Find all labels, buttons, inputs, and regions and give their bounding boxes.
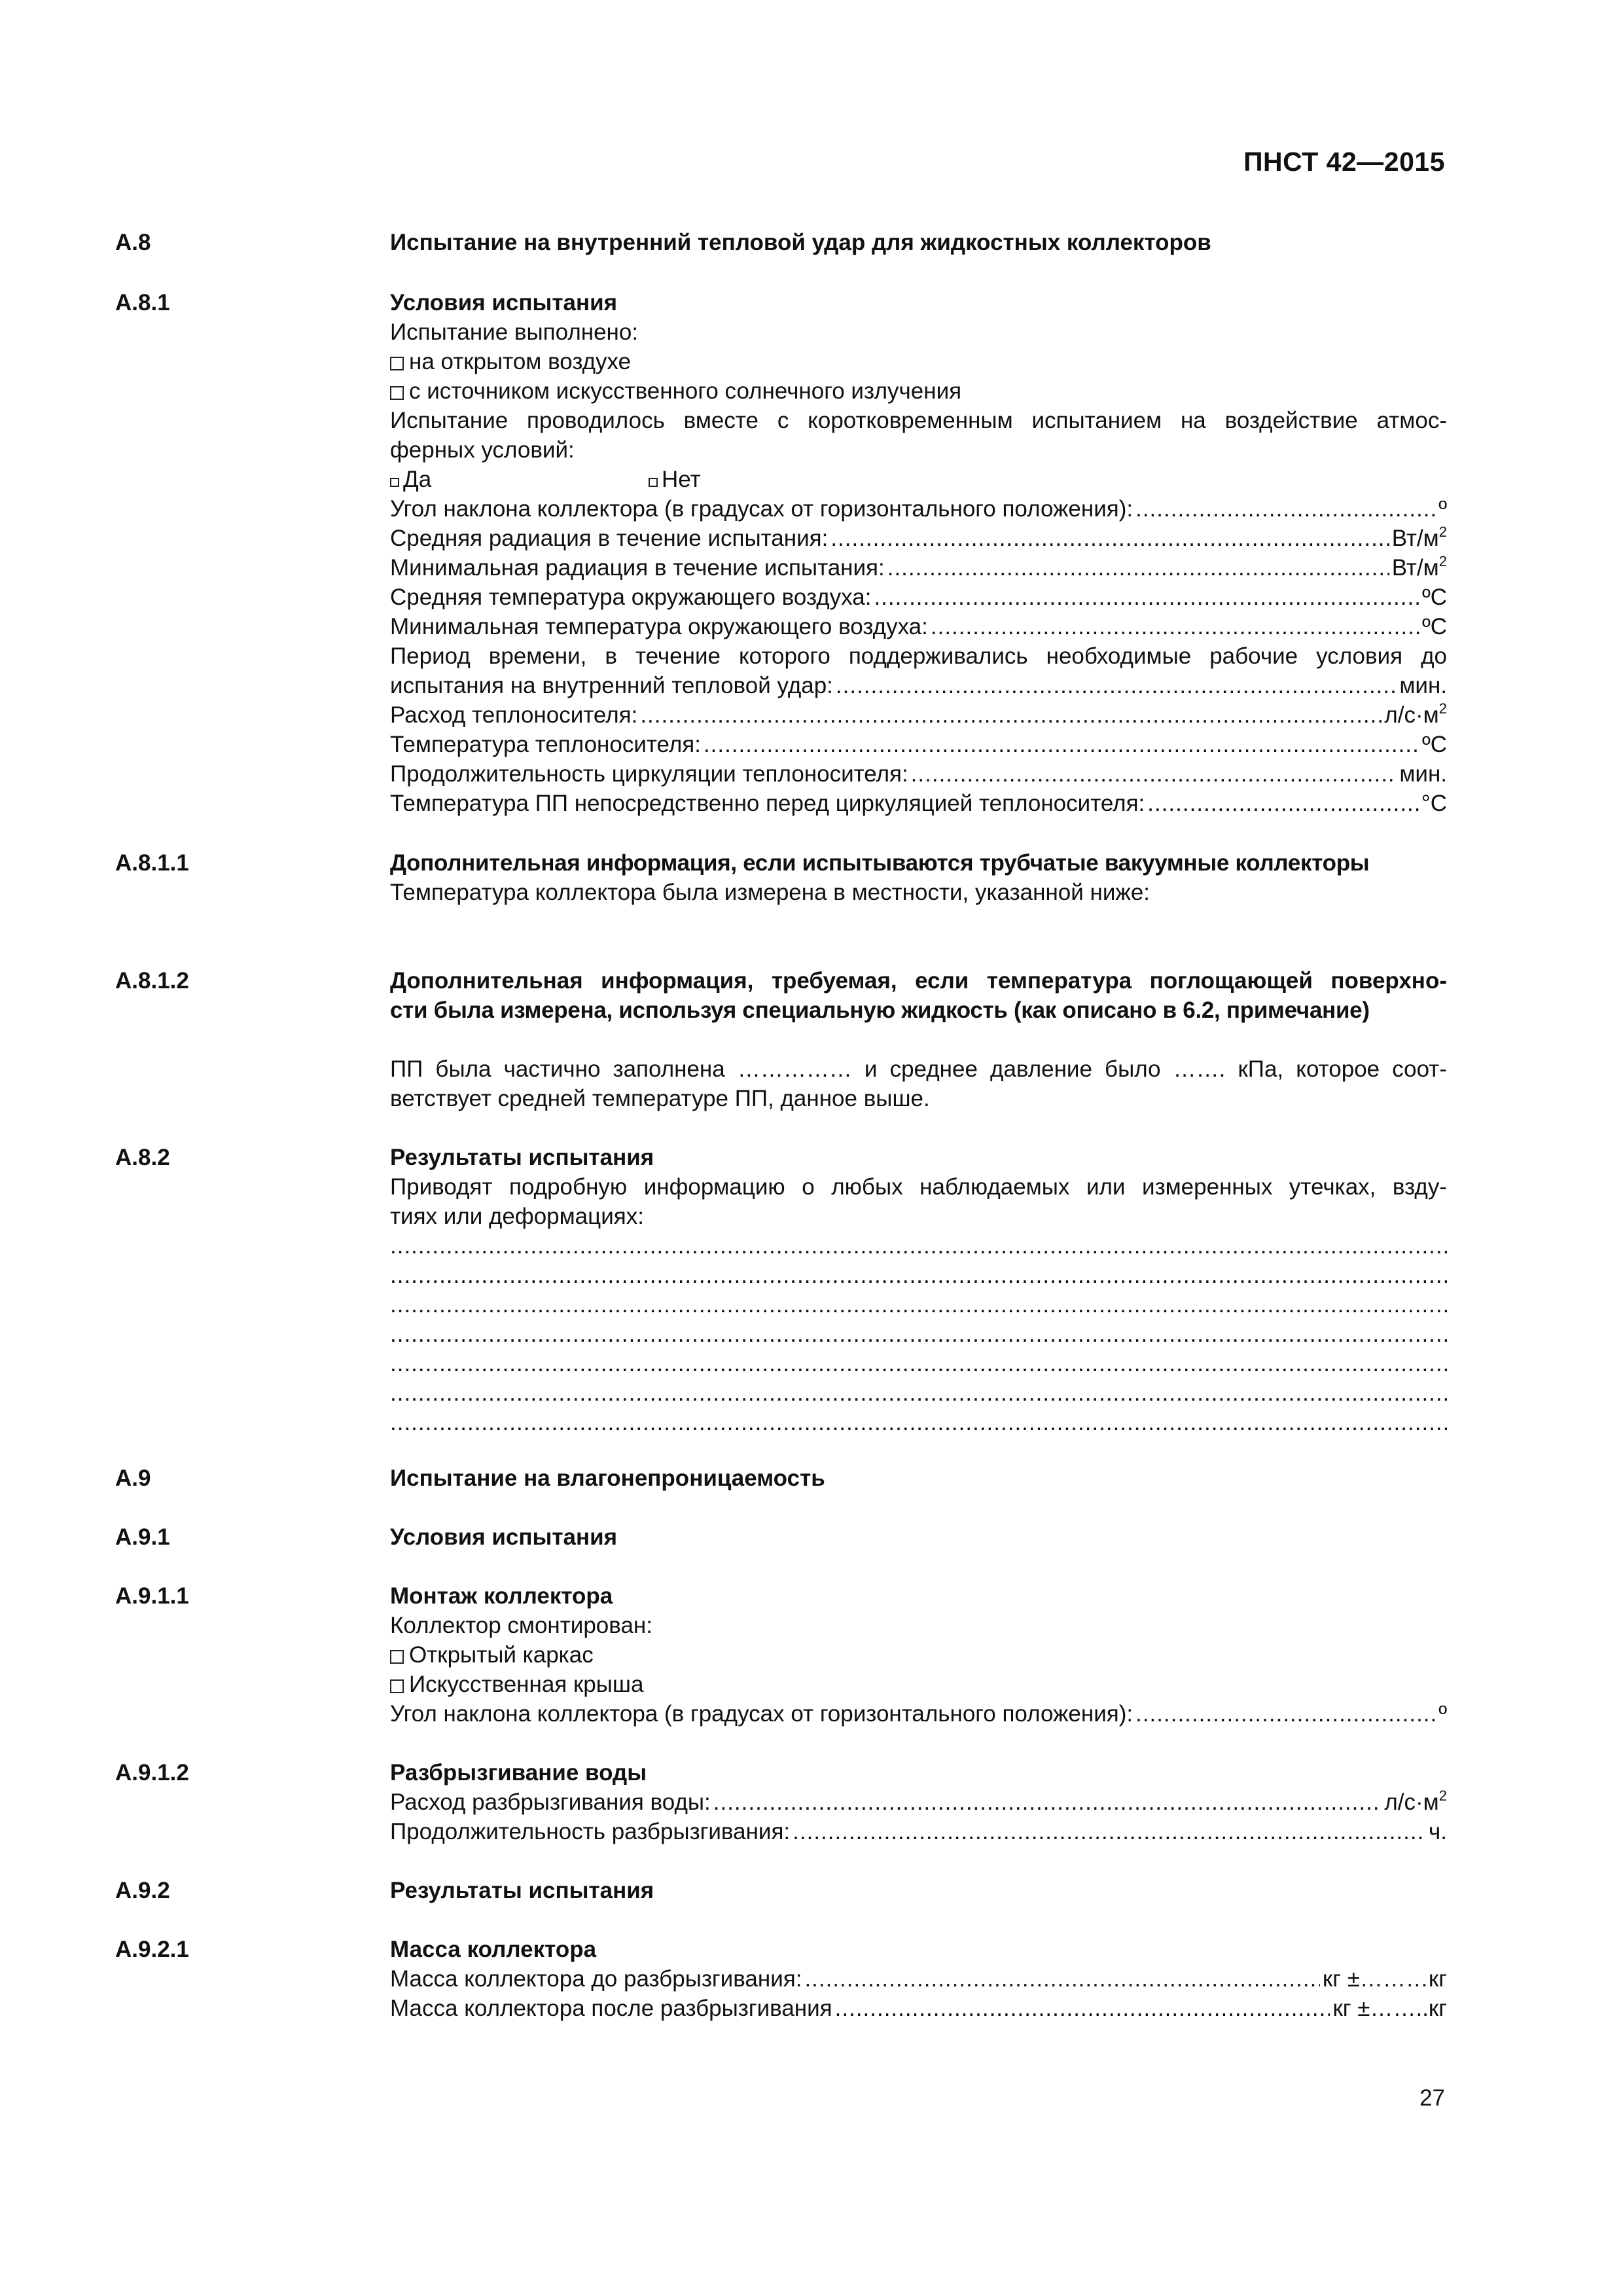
- section-title: Разбрызгивание воды: [390, 1760, 647, 1785]
- section-body: [390, 288, 1447, 818]
- fill-dots: [793, 1817, 1426, 1846]
- field-min-radiation[interactable]: Минимальная радиация в течение испытания: ..... $Вт/м^2$: [390, 553, 1447, 583]
- page-number: 27: [1419, 2085, 1445, 2111]
- field-spray-flow[interactable]: Расход разбрызгивания воды: ..... $л/с\cdot м^2$: [390, 1787, 1447, 1817]
- checkbox-icon[interactable]: [390, 386, 404, 400]
- section-number: А.8: [115, 230, 151, 255]
- option-open-air[interactable]: на открытом воздухе: [390, 347, 1447, 376]
- section-text-line2: тиях или деформациях:: [390, 1204, 644, 1229]
- section-number: А.9: [115, 1465, 151, 1491]
- field-fluid-temp[interactable]: Температура теплоносителя: ..... ºС: [390, 730, 1447, 759]
- fill-dots: [704, 730, 1419, 759]
- checkbox-icon[interactable]: [390, 357, 404, 370]
- option-no[interactable]: Нет: [649, 465, 701, 494]
- section-number: А.9.2: [115, 1878, 170, 1903]
- section-title: Дополнительная информация, если испытываются трубчатые вакуумные коллекторы: [390, 850, 1370, 876]
- field-circulation-duration[interactable]: Продолжительность циркуляции теплоносителя: ..... мин.: [390, 759, 1447, 789]
- fill-dots: [931, 612, 1419, 641]
- option-yes[interactable]: Да: [390, 467, 431, 492]
- section-text: Температура коллектора была измерена в местности, указанной ниже:: [390, 880, 1150, 905]
- together-question-line1: Испытание проводилось вместе с коротковременным испытанием на воздействие атмос-: [390, 408, 1447, 433]
- answer-line[interactable]: [390, 1231, 1447, 1261]
- mounted-label: Коллектор смонтирован:: [390, 1613, 652, 1638]
- section-text-line2: ветствует средней температуре ПП, данное выше.: [390, 1086, 930, 1111]
- option-artificial-roof[interactable]: Искусственная крыша: [390, 1670, 1447, 1699]
- field-mean-radiation[interactable]: Средняя радиация в течение испытания: ..... $Вт/м^2$: [390, 524, 1447, 553]
- fill-dots: [1147, 789, 1418, 818]
- section-title: Результаты испытания: [390, 1878, 654, 1903]
- field-min-ambient-temp[interactable]: Минимальная температура окружающего воздуха: ..... ºС: [390, 612, 1447, 641]
- section-number: А.8.1.2: [115, 968, 189, 994]
- field-mass-after[interactable]: Масса коллектора после разбрызгивания ..... кг ±……..кг: [390, 1994, 1447, 2023]
- checkbox-icon[interactable]: [649, 478, 658, 487]
- field-absorber-temp[interactable]: Температура ПП непосредственно перед циркуляцией теплоносителя: ..... °С: [390, 789, 1447, 818]
- fill-dots: [804, 1964, 1319, 1994]
- section-text-line1: ПП была частично заполнена …………… и среднее давление было ……. кПа, которое соот-: [390, 1056, 1447, 1082]
- fill-dots: [713, 1787, 1382, 1817]
- section-title: Монтаж коллектора: [390, 1583, 613, 1609]
- checkbox-icon[interactable]: [390, 1650, 404, 1664]
- section-number: А.9.1: [115, 1524, 170, 1550]
- option-open-frame[interactable]: Открытый каркас: [390, 1640, 1447, 1670]
- section-text-line1: Приводят подробную информацию о любых наблюдаемых или измеренных утечках, взду-: [390, 1174, 1447, 1200]
- answer-line[interactable]: [390, 1319, 1447, 1349]
- fill-dots: [640, 700, 1382, 730]
- answer-line[interactable]: [390, 1378, 1447, 1408]
- together-question-line2: ферных условий:: [390, 437, 575, 463]
- section-number: А.9.2.1: [115, 1937, 189, 1962]
- fill-dots: [836, 671, 1397, 700]
- fill-dots: [911, 759, 1397, 789]
- field-period[interactable]: испытания на внутренний тепловой удар: ..... мин.: [390, 671, 1447, 700]
- section-number: А.8.2: [115, 1145, 170, 1170]
- section-title: Условия испытания: [390, 1524, 618, 1550]
- section-number: А.9.1.1: [115, 1583, 189, 1609]
- section-title-line2: сти была измерена, используя специальную жидкость (как описано в 6.2, примечание): [390, 997, 1370, 1023]
- checkbox-icon[interactable]: [390, 478, 399, 487]
- answer-line[interactable]: [390, 1349, 1447, 1378]
- fill-dots: [830, 524, 1389, 553]
- section-title: Масса коллектора: [390, 1937, 597, 1962]
- performed-label: Испытание выполнено:: [390, 319, 639, 345]
- section-title-line1: Дополнительная информация, требуемая, если температура поглощающей поверхно-: [390, 968, 1447, 994]
- field-fluid-flow[interactable]: Расход теплоносителя: ..... $л/с\cdot м^2$: [390, 700, 1447, 730]
- document-code-header: ПНСТ 42—2015: [1243, 147, 1445, 177]
- fill-dots: [874, 583, 1419, 612]
- section-title: Условия испытания: [390, 290, 618, 315]
- fill-dots: [835, 1994, 1330, 2023]
- fill-dots: [887, 553, 1389, 583]
- field-spray-duration[interactable]: Продолжительность разбрызгивания: ..... ч.: [390, 1817, 1447, 1846]
- section-title: Результаты испытания: [390, 1145, 654, 1170]
- period-line1: Период времени, в течение которого поддерживались необходимые рабочие условия до: [390, 643, 1447, 669]
- section-number: А.8.1: [115, 290, 170, 315]
- answer-line[interactable]: [390, 1261, 1447, 1290]
- section-title: Испытание на внутренний тепловой удар для жидкостных коллекторов: [390, 230, 1211, 255]
- yes-no-choice: [390, 465, 1447, 494]
- option-artificial-solar[interactable]: с источником искусственного солнечного излучения: [390, 376, 1447, 406]
- field-mean-ambient-temp[interactable]: Средняя температура окружающего воздуха: ..... ºС: [390, 583, 1447, 612]
- fill-dots: [1135, 494, 1436, 524]
- answer-line[interactable]: [390, 1290, 1447, 1319]
- field-mass-before[interactable]: Масса коллектора до разбрызгивания: ..... кг ±………кг: [390, 1964, 1447, 1994]
- field-tilt-angle[interactable]: Угол наклона коллектора (в градусах от горизонтального положения): ..... º: [390, 1699, 1447, 1729]
- field-tilt-angle[interactable]: Угол наклона коллектора (в градусах от горизонтального положения): ..... º: [390, 494, 1447, 524]
- checkbox-icon[interactable]: [390, 1679, 404, 1693]
- answer-line[interactable]: [390, 1408, 1447, 1437]
- section-number: А.9.1.2: [115, 1760, 189, 1785]
- section-title: Испытание на влагонепроницаемость: [390, 1465, 825, 1491]
- section-number: А.8.1.1: [115, 850, 189, 876]
- fill-dots: [1135, 1699, 1436, 1729]
